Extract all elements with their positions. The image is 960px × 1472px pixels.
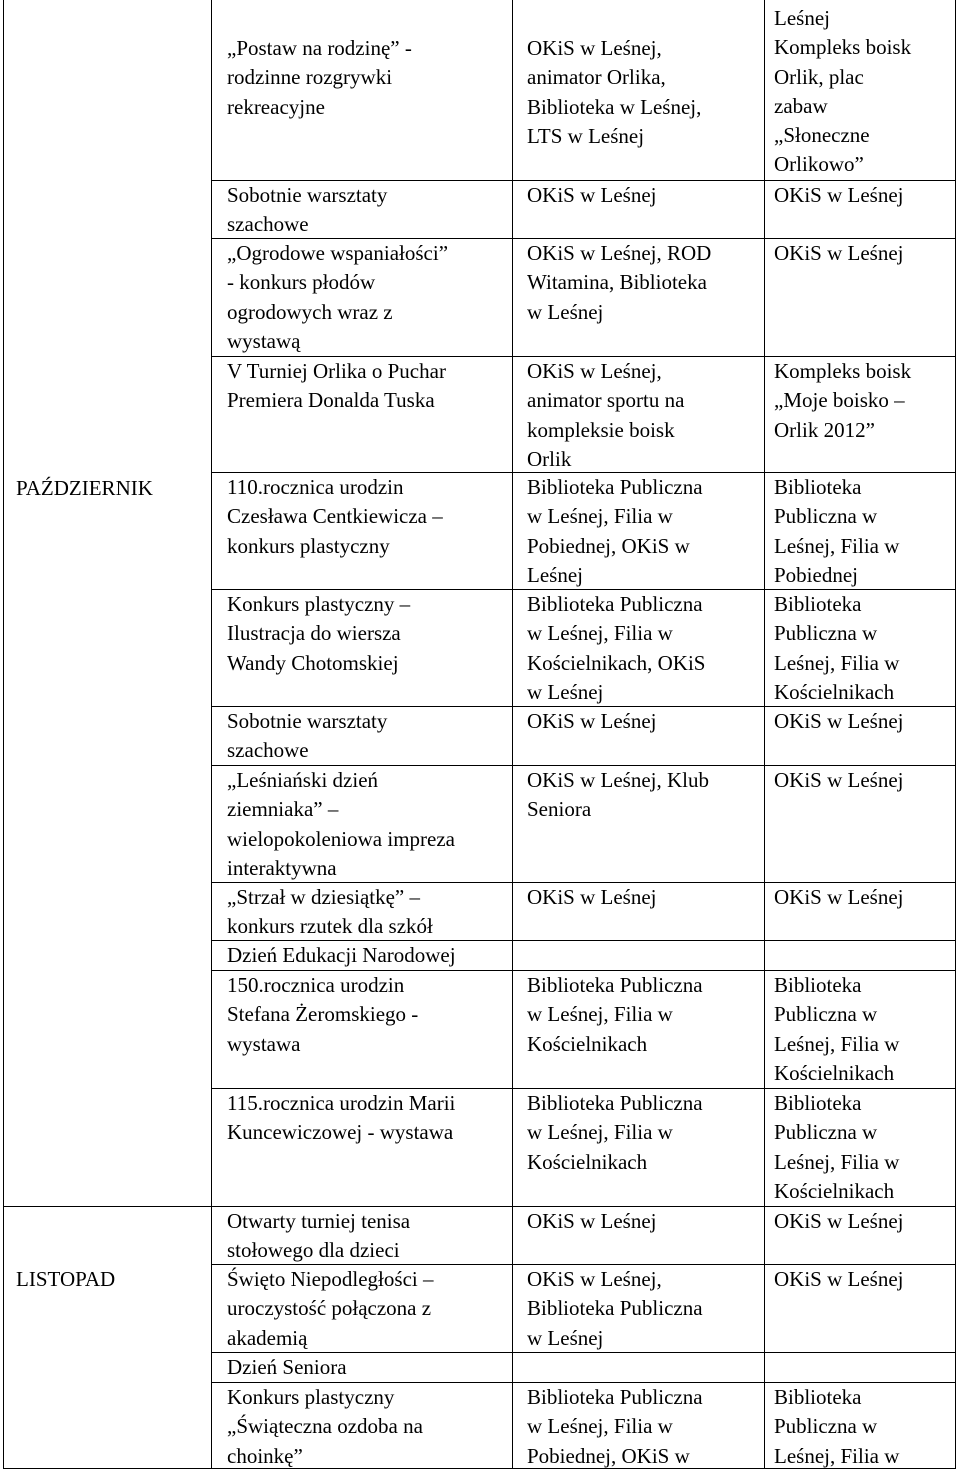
column-divider bbox=[211, 0, 212, 1468]
event-cell: V Turniej Orlika o Puchar Premiera Donalda Tuska bbox=[227, 359, 446, 413]
organizer-cell: OKiS w Leśnej bbox=[527, 885, 657, 909]
place-cell: OKiS w Leśnej bbox=[774, 1267, 904, 1291]
event-cell: „Postaw na rodzinę” - rodzinne rozgrywki rekreacyjne bbox=[227, 36, 412, 119]
place-cell: OKiS w Leśnej bbox=[774, 709, 904, 733]
organizer-cell: Biblioteka Publiczna w Leśnej, Filia w Kościelnikach bbox=[527, 1091, 703, 1174]
place-cell: Biblioteka Publiczna w Leśnej, Filia w Pobiednej bbox=[774, 475, 900, 587]
organizer-cell: OKiS w Leśnej, ROD Witamina, Biblioteka w Leśnej bbox=[527, 241, 712, 324]
place-cell: Kompleks boisk „Moje boisko – Orlik 2012” bbox=[774, 359, 912, 442]
organizer-cell: Biblioteka Publiczna w Leśnej, Filia w Kościelnikach, OKiS w Leśnej bbox=[527, 592, 706, 704]
place-cell: OKiS w Leśnej bbox=[774, 241, 904, 265]
place-cell: OKiS w Leśnej bbox=[774, 885, 904, 909]
place-cell: OKiS w Leśnej bbox=[774, 768, 904, 792]
event-cell: „Ogrodowe wspaniałości” - konkurs płodów ogrodowych wraz z wystawą bbox=[227, 241, 449, 353]
event-cell: Konkurs plastyczny „Świąteczna ozdoba na choinkę” bbox=[227, 1385, 423, 1468]
event-cell: Święto Niepodległości – uroczystość połączona z akademią bbox=[227, 1267, 434, 1350]
organizer-cell: Biblioteka Publiczna w Leśnej, Filia w Kościelnikach bbox=[527, 973, 703, 1056]
organizer-cell: OKiS w Leśnej bbox=[527, 183, 657, 207]
organizer-cell: OKiS w Leśnej, Biblioteka Publiczna w Leśnej bbox=[527, 1267, 703, 1350]
organizer-cell: Biblioteka Publiczna w Leśnej, Filia w Pobiednej, OKiS w bbox=[527, 1385, 703, 1468]
event-cell: Sobotnie warsztaty szachowe bbox=[227, 183, 388, 237]
event-cell: Dzień Edukacji Narodowej bbox=[227, 943, 456, 967]
column-divider bbox=[512, 0, 513, 1468]
place-cell: Biblioteka Publiczna w Leśnej, Filia w Kościelnikach bbox=[774, 592, 900, 704]
event-cell: Otwarty turniej tenisa stołowego dla dzieci bbox=[227, 1209, 411, 1263]
event-cell: 110.rocznica urodzin Czesława Centkiewicza – konkurs plastyczny bbox=[227, 475, 443, 558]
place-cell: Leśnej Kompleks boisk Orlik, plac zabaw „Słoneczne Orlikowo” bbox=[774, 6, 912, 177]
month-label-october: PAŹDZIERNIK bbox=[16, 476, 153, 500]
organizer-cell: OKiS w Leśnej, animator sportu na kompleksie boisk Orlik bbox=[527, 359, 685, 471]
organizer-cell: OKiS w Leśnej, animator Orlika, Biblioteka w Leśnej, LTS w Leśnej bbox=[527, 36, 702, 148]
event-cell: 150.rocznica urodzin Stefana Żeromskiego - wystawa bbox=[227, 973, 419, 1056]
event-cell: Konkurs plastyczny – Ilustracja do wiersza Wandy Chotomskiej bbox=[227, 592, 411, 675]
event-cell: „Leśniański dzień ziemniaka” – wielopokoleniowa impreza interaktywna bbox=[227, 768, 456, 880]
place-cell: OKiS w Leśnej bbox=[774, 183, 904, 207]
organizer-cell: OKiS w Leśnej, Klub Seniora bbox=[527, 768, 709, 822]
place-cell: Biblioteka Publiczna w Leśnej, Filia w bbox=[774, 1385, 900, 1468]
event-cell: „Strzał w dziesiątkę” – konkurs rzutek dla szkół bbox=[227, 885, 433, 939]
event-cell: Sobotnie warsztaty szachowe bbox=[227, 709, 388, 763]
event-cell: 115.rocznica urodzin Marii Kuncewiczowej - wystawa bbox=[227, 1091, 456, 1145]
event-cell: Dzień Seniora bbox=[227, 1355, 347, 1379]
table-border-left bbox=[3, 0, 4, 1468]
organizer-cell: Biblioteka Publiczna w Leśnej, Filia w Pobiednej, OKiS w Leśnej bbox=[527, 475, 703, 587]
month-label-november: LISTOPAD bbox=[16, 1267, 116, 1291]
place-cell: Biblioteka Publiczna w Leśnej, Filia w Kościelnikach bbox=[774, 1091, 900, 1203]
place-cell: OKiS w Leśnej bbox=[774, 1209, 904, 1233]
place-cell: Biblioteka Publiczna w Leśnej, Filia w Kościelnikach bbox=[774, 973, 900, 1085]
organizer-cell: OKiS w Leśnej bbox=[527, 709, 657, 733]
organizer-cell: OKiS w Leśnej bbox=[527, 1209, 657, 1233]
